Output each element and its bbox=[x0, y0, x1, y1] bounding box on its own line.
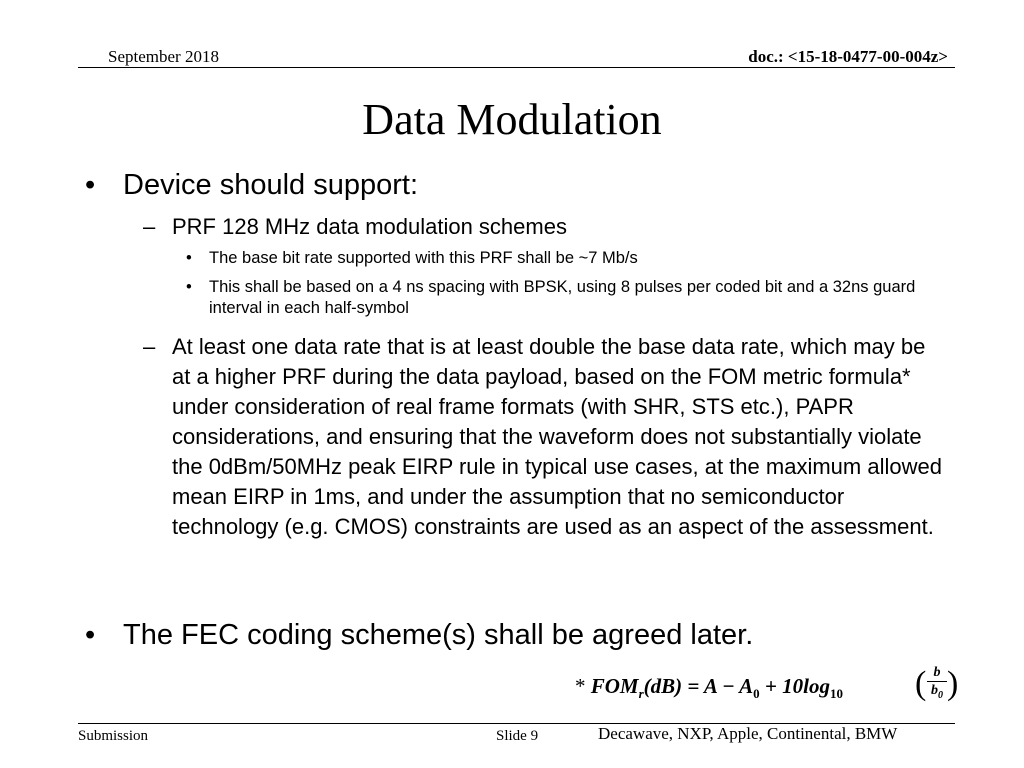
formula-open-paren: ( bbox=[915, 665, 927, 702]
bullet-marker: • bbox=[85, 169, 96, 201]
formula-close-paren: ) bbox=[947, 665, 959, 702]
header-date: September 2018 bbox=[108, 47, 219, 66]
formula-asterisk: * bbox=[575, 674, 586, 698]
bullet-level2-data-rate: At least one data rate that is at least double the base data rate, which may be at a higher PRF during the data payload, based on the FOM metric formula* under consideration of real frame formats (with SHR, STS etc.), PAPR considerations, and ensuring that the waveform does not substantially violate the 0dBm/50MHz peak EIRP rule in typical use cases, at the maximum allowed mean EIRP in 1ms, and under the assumption that no semiconductor technology (e.g. CMOS) constraints are used as an aspect of the assessment. bbox=[172, 334, 942, 539]
formula-fraction bbox=[927, 665, 947, 704]
formula-plus-log: + 10log bbox=[759, 674, 830, 698]
formula-log-sub: 10 bbox=[829, 686, 843, 702]
footer-submission: Submission bbox=[78, 728, 149, 744]
formula-unit: (dB) = A − A bbox=[643, 674, 754, 698]
bullet-level3-base-bit-rate: The base bit rate supported with this PRF shall be ~7 Mb/s bbox=[209, 249, 638, 267]
fom-formula bbox=[575, 664, 960, 704]
bullet-level3-spacing-bpsk: This shall be based on a 4 ns spacing with BPSK, using 8 pulses per coded bit and a 32ns guard interval in each half-symbol bbox=[209, 278, 916, 317]
formula-fom-sub: r bbox=[638, 686, 644, 702]
footer-slide-number: Slide 9 bbox=[496, 728, 539, 744]
bullet-marker: • bbox=[186, 249, 192, 267]
bullet-level1-device-support: Device should support: bbox=[123, 169, 418, 201]
formula-numerator: b bbox=[927, 665, 947, 682]
formula-fom: FOM bbox=[590, 674, 639, 698]
bullet-level1-fec-coding: The FEC coding scheme(s) shall be agreed later. bbox=[123, 619, 754, 651]
formula-denominator-sub: 0 bbox=[938, 689, 943, 701]
dash-marker: – bbox=[143, 334, 156, 359]
header-divider bbox=[78, 67, 955, 68]
formula-a-sub: 0 bbox=[753, 686, 760, 702]
formula-expression bbox=[575, 674, 843, 702]
header-doc-id: doc.: <15-18-0477-00-004z> bbox=[748, 47, 948, 66]
dash-marker: – bbox=[143, 214, 156, 239]
bullet-marker: • bbox=[85, 619, 96, 651]
slide-title: Data Modulation bbox=[362, 95, 662, 144]
bullet-marker: • bbox=[186, 278, 192, 296]
footer-authors: Decawave, NXP, Apple, Continental, BMW bbox=[598, 724, 898, 743]
bullet-level2-prf-schemes: PRF 128 MHz data modulation schemes bbox=[172, 214, 567, 239]
formula-denominator: b bbox=[931, 683, 938, 698]
